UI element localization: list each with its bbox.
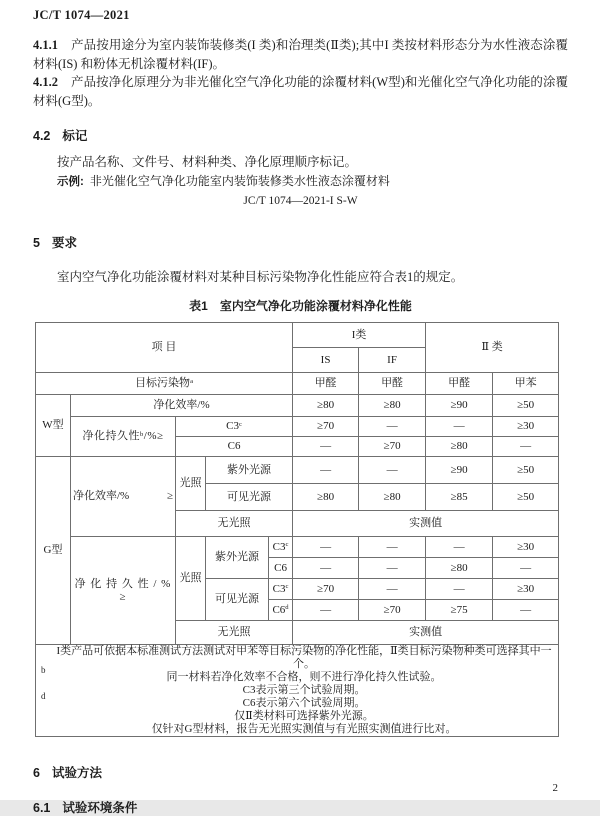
example-text: 非光催化空气净化功能室内装饰装修类水性液态涂覆材料 [89,174,390,188]
cell-g-dur-uv-c6-ii1: ≥80 [426,558,493,579]
cell-g-eff-measured: 实测值 [293,511,559,537]
cell-g-eff-vis-is: ≥80 [293,484,359,511]
footnote-e [38,710,556,723]
cell-pollutant-is: 甲醛 [293,373,359,395]
cell-w-c3-ii1: — [426,417,493,437]
designation-mark: JC/T 1074—2021-I S-W [243,195,358,207]
clause-411 [33,36,568,73]
cell-g-type: G型 [36,457,71,645]
footnote-b: b 同一材料若净化效率不合格，则不进行净化持久性试验。 [41,665,442,683]
table-footnotes [36,645,559,737]
w-efficiency-row [36,395,559,417]
performance-table [35,322,559,737]
footnote-c [38,684,556,697]
cell-w-eff-label: 净化效率/% [71,395,293,417]
cell-g-dur-uv-c3-ii2: ≥30 [493,537,559,558]
cell-g-dur-vis-label: 可见光源 [206,579,269,621]
cell-pollutant-ii2: 甲苯 [493,373,559,395]
cell-g-dur-uv-label: 紫外光源 [206,537,269,579]
cell-w-c6-if: ≥70 [359,437,426,457]
cell-g-dur-vis-c3-if: — [359,579,426,600]
heading-6-title: 试验方法 [51,766,102,780]
pollutant-row [36,373,559,395]
cell-w-type: W型 [36,395,71,457]
cell-class2-header: Ⅱ 类 [426,323,559,373]
cell-g-dur-label: 净 化 持 久 性 / % ≥ [71,537,176,645]
cell-w-c3-ii2: ≥30 [493,417,559,437]
cell-pollutant-ii1: 甲醛 [426,373,493,395]
g-durability-uv-c3-row [36,537,559,558]
cell-g-eff-nolight: 无光照 [176,511,293,537]
cell-g-dur-uv-c6-if: — [359,558,426,579]
cell-g-eff-vis-ii1: ≥85 [426,484,493,511]
cell-g-eff-vis-ii2: ≥50 [493,484,559,511]
heading-6 [33,763,568,781]
cell-w-c3-label: C3$^c$ [176,417,293,437]
clause-411-text: 产品按用途分为室内装饰装修类(I 类)和治理类(Ⅱ类);其中I 类按材料形态分为水性液态涂覆材料(IS) 和粉体无机涂覆材料(IF)。 [33,38,568,71]
cell-g-eff-light: 光照 [176,457,206,511]
footnote-d-text: C6表示第六个试验周期。 [242,697,366,709]
cell-w-c3-if: — [359,417,426,437]
cell-w-eff-ii1: ≥90 [426,395,493,417]
cell-g-dur-vis-c3-ii2: ≥30 [493,579,559,600]
cell-g-dur-vis-c6-label: C6$^d$ [269,600,293,621]
cell-item-header: 项 目 [36,323,293,373]
cell-w-c6-label: C6 [176,437,293,457]
cell-if-header: IF [359,348,426,373]
cell-g-dur-uv-c3-if: — [359,537,426,558]
clause-42-example [33,172,568,191]
clause-412 [33,73,568,110]
cell-g-eff-uv-is: — [293,457,359,484]
heading-6-1-number: 6.1 [33,801,51,815]
cell-g-dur-nolight: 无光照 [176,621,293,645]
footnotes-row [36,645,559,737]
cell-g-eff-vis-if: ≥80 [359,484,426,511]
heading-6-number: 6 [33,766,40,780]
clause-5-body: 室内空气净化功能涂覆材料对某种目标污染物净化性能应符合表1的规定。 [57,270,464,284]
cell-g-dur-uv-c3-label: C3$^c$ [269,537,293,558]
cell-g-dur-uv-c6-is: — [293,558,359,579]
doc-header: JC/T 1074—2021 [33,8,130,22]
footnote-a [38,645,556,671]
clause-412-number: 4.1.2 [33,75,58,89]
cell-g-eff-uv-label: 紫外光源 [206,457,293,484]
heading-4-2-number: 4.2 [33,129,51,143]
footnote-a-text: I类产品可依据本标准测试方法测试对甲苯等目标污染物的净化性能，Ⅱ类目标污染物种类可选择其中一个。 [56,645,552,670]
cell-w-eff-is: ≥80 [293,395,359,417]
clause-411-number: 4.1.1 [33,38,58,52]
g-efficiency-uv-row [36,457,559,484]
heading-5-number: 5 [33,236,40,250]
cell-w-eff-ii2: ≥50 [493,395,559,417]
cell-g-dur-vis-c3-is: ≥70 [293,579,359,600]
heading-4-2 [33,126,568,144]
cell-pollutant-if: 甲醛 [359,373,426,395]
cell-w-c3-is: ≥70 [293,417,359,437]
cell-g-eff-uv-if: — [359,457,426,484]
footnote-c-text: C3表示第三个试验周期。 [242,684,366,696]
cell-g-dur-vis-c6-is: — [293,600,359,621]
cell-g-eff-uv-ii2: ≥50 [493,457,559,484]
clause-412-text: 产品按净化原理分为非光催化空气净化功能的涂覆材料(W型)和光催化空气净化功能的涂覆材料(G型)。 [33,75,568,108]
cell-g-dur-vis-c6-ii2: — [493,600,559,621]
w-durability-c3-row [36,417,559,437]
g-eff-label-text: 净化效率/% [73,490,130,502]
example-label: 示例: [57,176,84,188]
cell-g-dur-uv-c3-is: — [293,537,359,558]
heading-6-1 [33,798,568,816]
cell-g-dur-vis-c3-label: C3$^c$ [269,579,293,600]
footnote-b-text: 同一材料若净化效率不合格，则不进行净化持久性试验。 [166,671,442,683]
page-number: 2 [552,782,558,794]
cell-g-eff-label [71,457,176,537]
cell-class1-header: I类 [293,323,426,348]
footnote-f [38,723,556,736]
heading-5-title: 要求 [51,236,77,250]
footnote-d: d C6表示第六个试验周期。 [41,691,366,709]
header-row-1 [36,323,559,348]
cell-g-dur-vis-c3-ii1: — [426,579,493,600]
cell-g-dur-uv-c3-ii1: — [426,537,493,558]
heading-6-1-title: 试验环境条件 [62,801,138,815]
heading-5 [33,233,568,251]
table-title: 表1 室内空气净化功能涂覆材料净化性能 [189,299,412,313]
g-eff-ge-sign: ≥ [166,490,173,502]
cell-g-dur-vis-c6-ii1: ≥75 [426,600,493,621]
cell-w-c6-is: — [293,437,359,457]
cell-g-dur-vis-c6-if: ≥70 [359,600,426,621]
cell-is-header: IS [293,348,359,373]
cell-w-c6-ii2: — [493,437,559,457]
footnote-e-text: 仅Ⅱ类材料可选择紫外光源。 [234,710,374,722]
cell-w-dur-label: 净化持久性$^b$/%≥ [71,417,176,457]
cell-g-dur-measured: 实测值 [293,621,559,645]
cell-pollutant-label: 目标污染物$^a$ [36,373,293,395]
cell-w-eff-if: ≥80 [359,395,426,417]
cell-g-dur-uv-c6-label: C6 [269,558,293,579]
footnote-f-text: 仅针对G型材料，报告无光照实测值与有光照实测值进行比对。 [151,723,457,735]
cell-g-dur-uv-c6-ii2: — [493,558,559,579]
cell-g-eff-vis-label: 可见光源 [206,484,293,511]
cell-g-dur-light: 光照 [176,537,206,621]
cell-g-eff-uv-ii1: ≥90 [426,457,493,484]
cell-w-c6-ii1: ≥80 [426,437,493,457]
clause-42-body: 按产品名称、文件号、材料种类、净化原理顺序标记。 [57,155,358,169]
heading-4-2-title: 标记 [62,129,88,143]
